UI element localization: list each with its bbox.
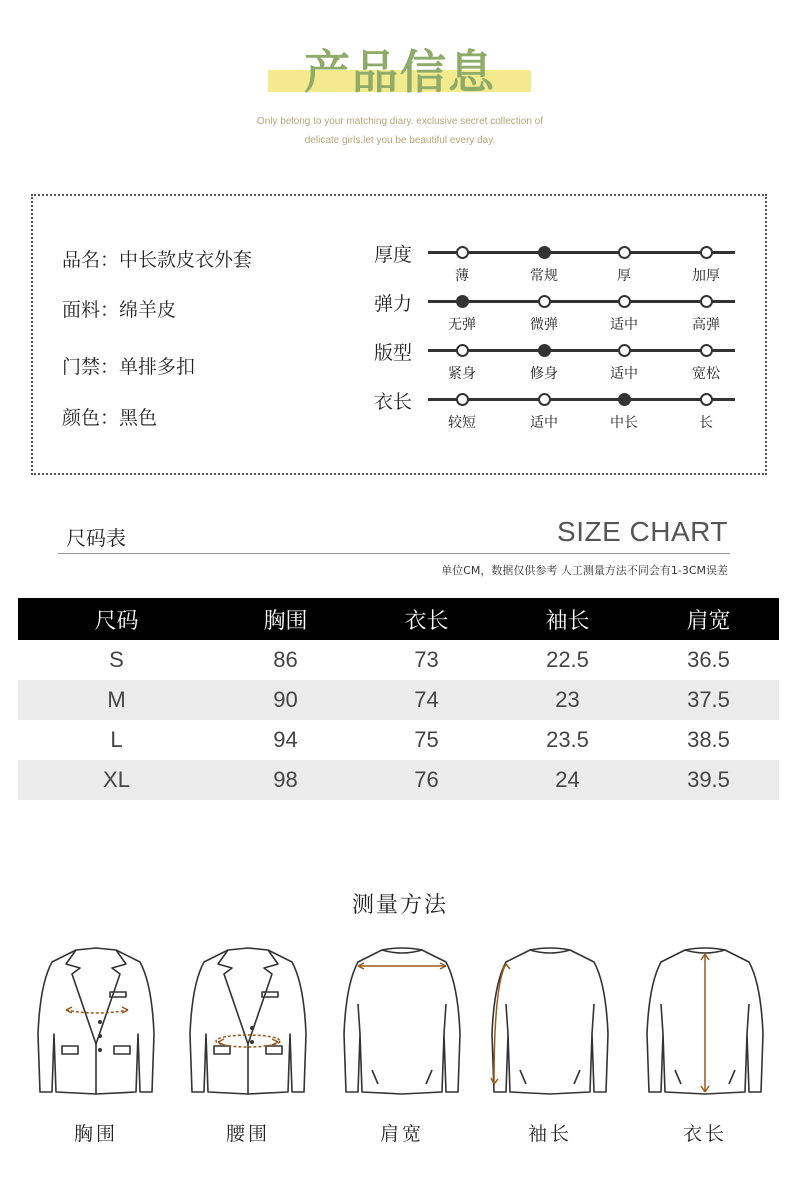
table-row <box>18 680 779 720</box>
scale-dot <box>618 246 631 259</box>
product-color: 颜色：黑色 <box>62 407 158 429</box>
scale-option-label: 宽松 <box>692 366 720 382</box>
table-cell: 23 <box>497 680 638 720</box>
product-fabric: 面料：绵羊皮 <box>62 299 177 321</box>
header-cell: 尺码 <box>18 598 215 640</box>
table-cell: M <box>18 680 215 720</box>
jacket-back-shoulder-illustration <box>342 944 462 1096</box>
size-table <box>18 598 779 800</box>
measure-label-waist: 腰围 <box>225 1123 270 1145</box>
table-row <box>18 760 779 800</box>
table-cell: 74 <box>356 680 497 720</box>
scale-dot-selected <box>618 393 631 406</box>
scale-option-label: 加厚 <box>692 268 720 284</box>
measure-label-length: 衣长 <box>682 1123 727 1145</box>
scale-option-label: 适中 <box>610 366 638 382</box>
scale-dot-selected <box>456 295 469 308</box>
size-chart-title-en: SIZE CHART <box>557 516 728 547</box>
scale-option-label: 紧身 <box>448 366 476 382</box>
scale-dot-selected <box>538 344 551 357</box>
size-table-header <box>18 598 779 640</box>
page-title: 产品信息 <box>304 45 496 99</box>
table-cell: 39.5 <box>638 760 779 800</box>
table-row <box>18 720 779 760</box>
table-cell: 73 <box>414 647 439 672</box>
jacket-back-sleeve-illustration <box>490 944 610 1096</box>
measure-label-chest: 胸围 <box>73 1123 118 1145</box>
scale-dot <box>456 393 469 406</box>
attribute-scale-line <box>428 300 735 303</box>
attribute-scale-line <box>428 349 735 352</box>
scale-dot <box>456 344 469 357</box>
scale-option-label: 高弹 <box>692 317 720 333</box>
attribute-scale-line <box>428 251 735 254</box>
header-cell: 袖长 <box>497 598 638 640</box>
scale-dot <box>618 344 631 357</box>
table-cell: 38.5 <box>687 727 730 752</box>
scale-option-label: 常规 <box>530 268 558 284</box>
attribute-label: 厚度 <box>374 244 413 266</box>
scale-option-label: 中长 <box>610 415 638 431</box>
scale-dot <box>538 295 551 308</box>
table-cell: S <box>109 647 124 672</box>
scale-dot <box>700 393 713 406</box>
scale-dot <box>538 393 551 406</box>
size-chart-divider <box>58 553 730 554</box>
scale-option-label: 长 <box>699 415 713 431</box>
size-chart-note: 单位CM，数据仅供参考 人工测量方法不同会有1-3CM误差 <box>441 564 728 577</box>
scale-option-label: 厚 <box>617 268 631 284</box>
measure-label-sleeve: 袖长 <box>527 1123 572 1145</box>
scale-option-label: 微弹 <box>530 317 558 333</box>
table-cell: 75 <box>414 727 439 752</box>
table-cell: XL <box>18 760 215 800</box>
table-cell: 86 <box>273 647 298 672</box>
jacket-front-waist-illustration <box>188 944 308 1096</box>
header-cell: 肩宽 <box>638 598 779 640</box>
attribute-label: 衣长 <box>374 391 413 413</box>
scale-option-label: 适中 <box>530 415 558 431</box>
attribute-label: 版型 <box>374 342 413 364</box>
scale-dot <box>700 295 713 308</box>
scale-option-label: 无弹 <box>448 317 476 333</box>
table-cell: 37.5 <box>638 680 779 720</box>
scale-option-label: 较短 <box>448 415 476 431</box>
table-cell: 90 <box>215 680 356 720</box>
size-chart-title-cn: 尺码表 <box>66 526 126 550</box>
jacket-front-chest-illustration <box>36 944 156 1096</box>
table-cell: 23.5 <box>546 727 589 752</box>
scale-dot-selected <box>538 246 551 259</box>
table-cell: 76 <box>356 760 497 800</box>
scale-dot <box>700 344 713 357</box>
scale-dot <box>700 246 713 259</box>
product-closure: 门禁：单排多扣 <box>62 356 196 378</box>
scale-dot <box>618 295 631 308</box>
jacket-back-length-illustration <box>645 944 765 1096</box>
table-cell: 24 <box>497 760 638 800</box>
product-name: 品名：中长款皮衣外套 <box>62 249 253 271</box>
scale-dot <box>456 246 469 259</box>
header-cell: 胸围 <box>215 598 356 640</box>
scale-option-label: 适中 <box>610 317 638 333</box>
table-cell: 98 <box>215 760 356 800</box>
scale-option-label: 薄 <box>455 268 469 284</box>
scale-option-label: 修身 <box>530 366 558 382</box>
attribute-scale-line <box>428 398 735 401</box>
table-row <box>18 640 779 680</box>
table-cell: 22.5 <box>546 647 589 672</box>
table-cell: L <box>110 727 123 752</box>
measurement-title: 测量方法 <box>351 893 448 918</box>
table-cell: 36.5 <box>687 647 730 672</box>
attribute-label: 弹力 <box>374 293 413 315</box>
header-cell: 衣长 <box>356 598 497 640</box>
subtitle-line-1: Only belong to your matching diary. exclusive secret collection of <box>256 116 544 127</box>
product-info-box <box>31 194 767 475</box>
measure-label-shoulder: 肩宽 <box>379 1123 424 1145</box>
table-cell: 94 <box>273 727 298 752</box>
subtitle-line-2: delicate girls.let you be beautiful every day. <box>304 135 496 146</box>
